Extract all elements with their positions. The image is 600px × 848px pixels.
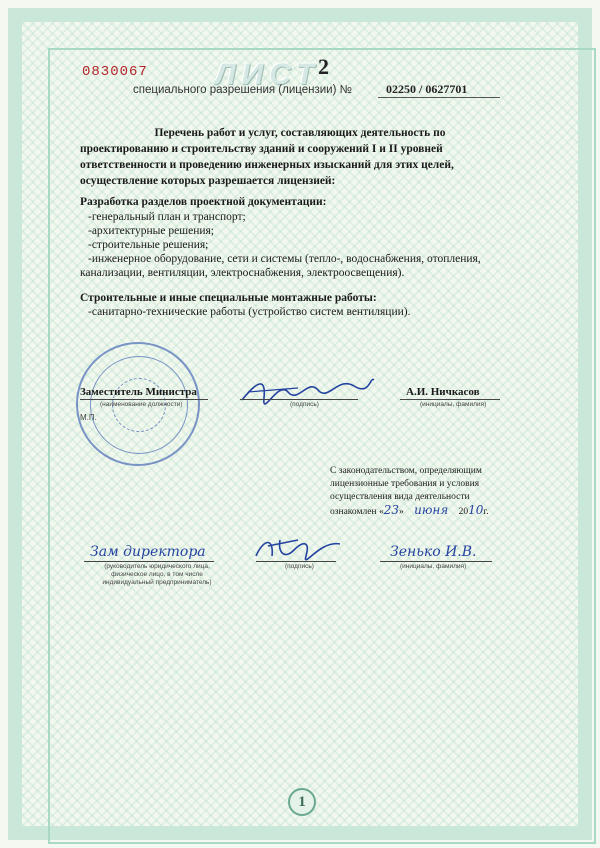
ack-line: лицензионные требования и условия (330, 479, 480, 489)
acknowledgement-text (330, 465, 489, 519)
licensee-signature-line (256, 561, 336, 562)
section-design-title: Разработка разделов проектной документации: (80, 196, 327, 208)
sheet-number: 2 (318, 54, 329, 79)
licensee-signature-caption: (подпись) (285, 563, 314, 570)
position-caption: (наименование должности) (100, 401, 183, 408)
official-name: А.И. Ничкасов (406, 386, 480, 398)
ack-year-suffix: 10 (468, 503, 484, 517)
signature-caption: (подпись) (290, 401, 319, 408)
ack-year-prefix: 20 (458, 507, 469, 517)
ack-month: июня (414, 503, 449, 517)
list-item: -архитектурные решения; (88, 225, 214, 237)
ack-line: осуществления вида деятельности (330, 492, 470, 502)
stamp-place-label: М.П. (80, 413, 97, 422)
license-caption: специального разрешения (лицензии) № (133, 84, 352, 96)
ack-day: 23 (383, 503, 399, 517)
page-number: 1 (288, 788, 316, 816)
name-line (400, 399, 500, 400)
license-underline (378, 97, 500, 98)
caption-line: физическое лицо, в том числе (111, 571, 203, 578)
licensee-name-line (380, 561, 492, 562)
licensee-position-caption (92, 563, 222, 587)
ack-line: ознакомлен «23» июня 2010г. (330, 503, 489, 517)
activity-heading (80, 125, 520, 189)
heading-line: ответственности и проведению инженерных изысканий для этих целей, (80, 159, 454, 171)
heading-line: осуществление которых разрешается лицензией: (80, 175, 336, 187)
list-item: канализации, вентиляции, электроснабжения, электроосвещения). (80, 267, 405, 279)
ack-line: С законодательством, определяющим (330, 466, 482, 476)
section-construction-title: Строительные и иные специальные монтажные работы: (80, 292, 377, 304)
list-item: -строительные решения; (88, 239, 209, 251)
caption-line: индивидуальный предприниматель) (102, 579, 212, 586)
heading-line: Перечень работ и услуг, составляющих деятельность по (154, 127, 446, 139)
list-item: -генеральный план и транспорт; (88, 211, 246, 223)
licensee-position-line (84, 561, 214, 562)
sheet-title: ЛИСТ (215, 58, 321, 91)
signature-line (240, 399, 358, 400)
licensee-name-caption: (инициалы, фамилия) (400, 563, 467, 570)
name-caption: (инициалы, фамилия) (420, 401, 487, 408)
list-item: -инженерное оборудование, сети и системы (тепло-, водоснабжения, отопления, (88, 253, 481, 265)
caption-line: (руководитель юридического лица, (104, 563, 210, 570)
ack-familiarized: ознакомлен (330, 507, 377, 517)
licensee-name: Зенько И.В. (390, 544, 477, 560)
serial-number: 0830067 (82, 64, 148, 80)
license-number: 02250 / 0627701 (386, 82, 468, 96)
licensee-position: Зам директора (90, 544, 206, 560)
list-item: -санитарно-технические работы (устройство систем вентиляции). (88, 306, 411, 318)
official-position: Заместитель Министра (80, 386, 197, 398)
heading-line: проектированию и строительству зданий и сооружений I и II уровней (80, 143, 443, 155)
position-line (80, 399, 208, 400)
